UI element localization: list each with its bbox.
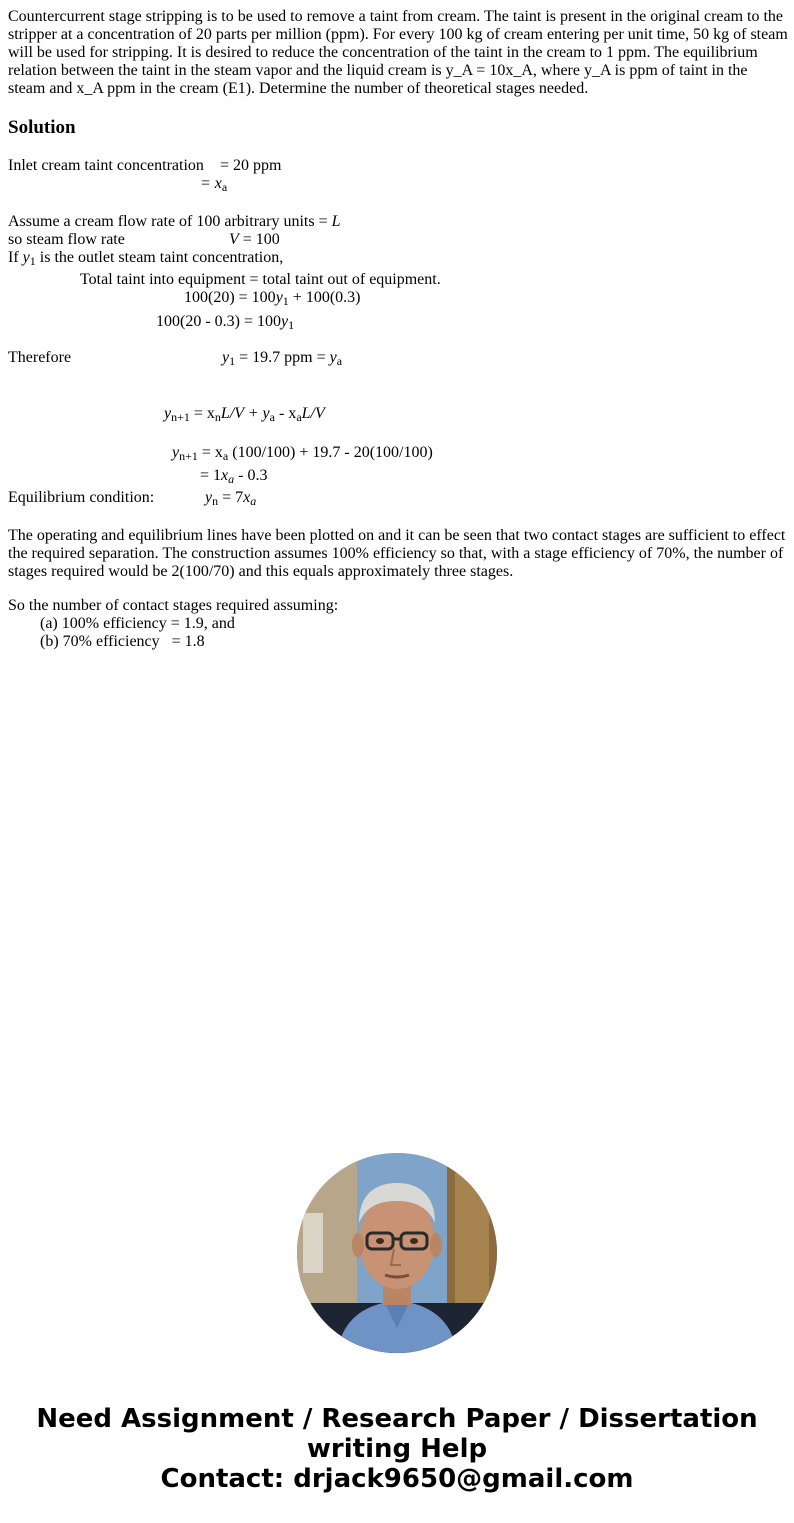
- discussion-paragraph: The operating and equilibrium lines have been plotted on and it can be seen that two contact stages are sufficient to effect the required separation. The construction assumes 100% efficiency so that, with a stage efficiency of 70%, the number of stages required would be 2(100/70) and this equals approximately three stages.: [8, 527, 786, 580]
- footer-line-1: Need Assignment / Research Paper / Dissertation: [36, 1404, 758, 1434]
- balance-line-3: $100(20 - 0.3) = 100y_1$: [156, 313, 295, 332]
- assume-line: Assume a cream flow rate of 100 arbitrary units = L: [8, 213, 341, 230]
- equilibrium-eq: $y_n = 7x_a$: [205, 489, 257, 508]
- document-body: [8, 8, 788, 158]
- balance-line-2: $100(20) = 100y_1 + 100(0.3)$: [184, 289, 361, 308]
- operating-line-result: = $1x_a - 0.3$: [200, 467, 268, 486]
- steam-label: so steam flow rate: [8, 231, 125, 248]
- therefore-eq: $y_1 = 19.7$ ppm = $y_a$: [222, 349, 343, 368]
- footer-contact[interactable]: Contact: drjack9650@gmail.com: [160, 1464, 634, 1494]
- balance-line-1: Total taint into equipment = total taint out of equipment.: [80, 271, 441, 288]
- author-avatar: [297, 1153, 497, 1353]
- solution-heading: Solution: [8, 117, 76, 138]
- footer-line-2: writing Help: [306, 1434, 488, 1464]
- if-line: If $y_1$ is the outlet steam taint concentration,: [8, 249, 284, 268]
- therefore-label: Therefore: [8, 349, 72, 366]
- author-photo-icon: [297, 1153, 497, 1353]
- inlet-value: = 20 ppm: [220, 157, 282, 174]
- footer-banner: [0, 1404, 794, 1494]
- inlet-equals-xa: = $x_a$: [200, 175, 228, 194]
- equilibrium-label: Equilibrium condition:: [8, 489, 155, 506]
- conclusion-a: (a) 100% efficiency = 1.9, and: [40, 615, 235, 632]
- operating-line-sub: $y_{n+1} = x_a$ (100/100) + 19.7 - 20(100/100): [172, 444, 433, 463]
- steam-eq: V = 100: [229, 231, 280, 248]
- conclusion-b: (b) 70% efficiency = 1.8: [40, 633, 205, 650]
- inlet-line: Inlet cream taint concentration: [8, 157, 204, 174]
- problem-statement: Countercurrent stage stripping is to be used to remove a taint from cream. The taint is present in the original cream to the stripper at a concentration of 20 parts per million (ppm). For every 100 kg of cream entering per unit time, 50 kg of steam will be used for stripping. It is desired to reduce the concentration of the taint in the cream to 1 ppm. The equilibrium relation between the taint in the steam vapor and the liquid cream is y_A = 10x_A, where y_A is ppm of taint in the steam and x_A ppm in the cream (E1). Determine the number of theoretical stages needed.: [8, 8, 788, 97]
- conclusion-intro: So the number of contact stages required assuming:: [8, 597, 339, 614]
- operating-line-eq: $y_{n+1} = x_nL/V + y_a - x_aL/V$: [164, 405, 325, 424]
